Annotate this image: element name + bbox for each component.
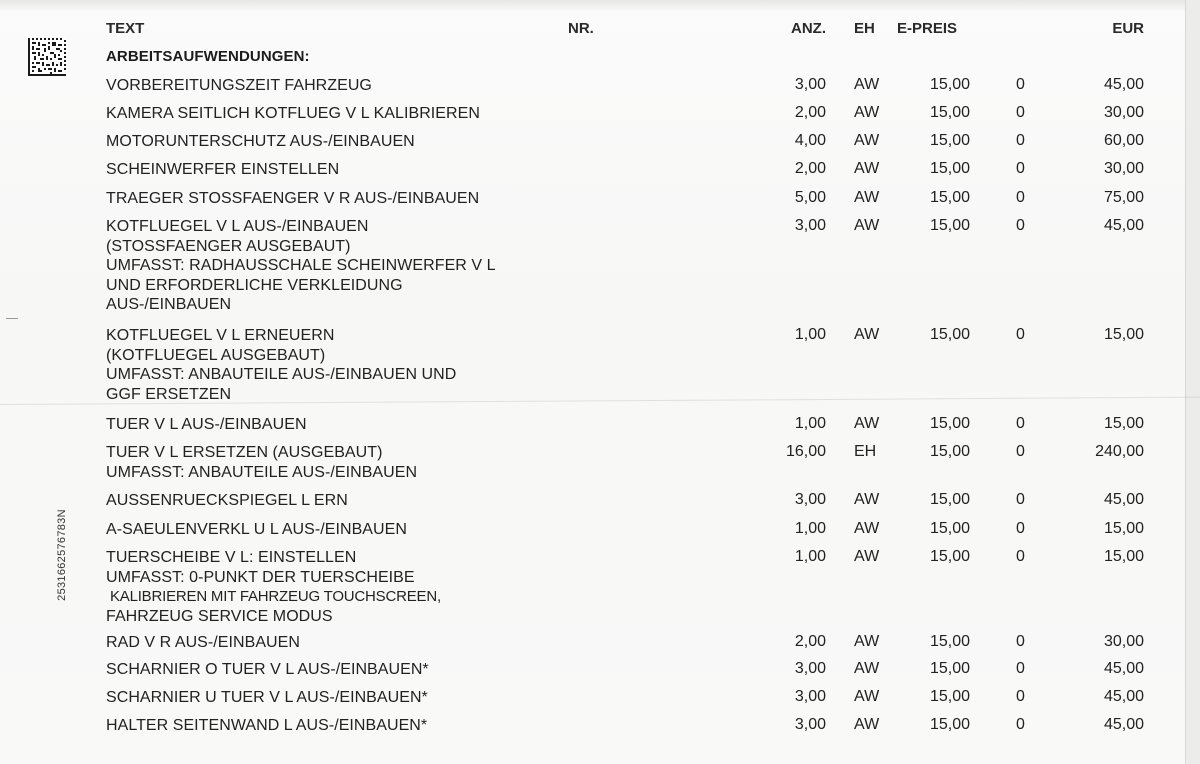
row-quantity: 3,00 (794, 217, 826, 234)
row-total: 45,00 (1103, 660, 1144, 677)
row-unit: EH (854, 443, 877, 460)
row-quantity: 2,00 (794, 633, 826, 650)
row-description-line: GGF ERSETZEN (106, 385, 232, 403)
row-unit-price: 15,00 (929, 326, 970, 343)
row-code: 0 (1016, 189, 1025, 206)
row-quantity: 3,00 (794, 660, 826, 677)
row-quantity: 3,00 (794, 76, 826, 93)
row-description (106, 491, 348, 511)
row-code: 0 (1016, 688, 1025, 705)
row-description-line: TUER V L ERSETZEN (AUSGEBAUT) (106, 444, 383, 461)
header-eur: EUR (1112, 20, 1144, 37)
row-total: 45,00 (1103, 716, 1144, 733)
page-right-edge (1185, 0, 1200, 764)
row-unit-price: 15,00 (929, 415, 970, 432)
row-description-line: SCHARNIER U TUER V L AUS-/EINBAUEN* (106, 689, 428, 706)
row-description (106, 76, 372, 96)
row-description-line: UMFASST: ANBAUTEILE AUS-/EINBAUEN (106, 463, 418, 481)
row-description-line: UMFASST: RADHAUSSCHALE SCHEINWERFER V L (106, 257, 496, 274)
row-description-line: MOTORUNTERSCHUTZ AUS-/EINBAUEN (106, 133, 415, 150)
row-quantity: 16,00 (785, 443, 826, 460)
row-description (106, 520, 407, 540)
row-description-line: VORBEREITUNGSZEIT FAHRZEUG (106, 77, 372, 94)
row-description (106, 633, 300, 653)
row-quantity: 3,00 (794, 716, 826, 733)
row-code: 0 (1016, 76, 1025, 93)
row-unit: AW (854, 217, 880, 234)
row-description-line: TUER V L AUS-/EINBAUEN (106, 416, 307, 433)
row-code: 0 (1016, 520, 1025, 537)
row-total: 30,00 (1103, 160, 1144, 177)
document-serial-number: 2531662576783N (56, 509, 68, 601)
row-total: 15,00 (1103, 415, 1144, 432)
row-code: 0 (1016, 548, 1025, 565)
row-code: 0 (1016, 326, 1025, 343)
row-total: 45,00 (1103, 491, 1144, 508)
row-description (106, 716, 427, 736)
row-quantity: 2,00 (794, 104, 826, 121)
row-unit-price: 15,00 (929, 132, 970, 149)
row-quantity: 2,00 (794, 160, 826, 177)
row-unit: AW (854, 189, 880, 206)
row-quantity: 4,00 (794, 132, 826, 149)
row-unit: AW (854, 491, 880, 508)
row-unit-price: 15,00 (929, 520, 970, 537)
row-description (106, 217, 496, 315)
row-description-line: KALIBRIEREN MIT FAHRZEUG TOUCHSCREEN, (106, 588, 441, 605)
row-description-line: TRAEGER STOSSFAENGER V R AUS-/EINBAUEN (106, 190, 480, 207)
row-unit: AW (854, 660, 880, 677)
table-header-row (0, 19, 1200, 39)
header-eh: EH (854, 20, 875, 37)
row-description-line: KAMERA SEITLICH KOTFLUEG V L KALIBRIEREN (106, 105, 480, 122)
row-quantity: 1,00 (794, 520, 826, 537)
row-unit-price: 15,00 (929, 189, 970, 206)
header-anz: ANZ. (791, 20, 826, 37)
row-description (106, 443, 417, 482)
row-unit: AW (854, 160, 880, 177)
row-code: 0 (1016, 660, 1025, 677)
row-unit: AW (854, 548, 880, 565)
row-description-line: UMFASST: 0-PUNKT DER TUERSCHEIBE (106, 568, 415, 586)
row-description-line: KOTFLUEGEL V L ERNEUERN (106, 327, 335, 344)
row-total: 15,00 (1103, 520, 1144, 537)
header-epreis: E-PREIS (897, 20, 958, 37)
row-description-line: UND ERFORDERLICHE VERKLEIDUNG (106, 276, 403, 294)
row-description (106, 326, 456, 404)
row-description-line: SCHEINWERFER EINSTELLEN (106, 161, 340, 178)
row-description-line: KOTFLUEGEL V L AUS-/EINBAUEN (106, 218, 369, 235)
row-description-line: AUSSENRUECKSPIEGEL L ERN (106, 492, 348, 509)
row-unit-price: 15,00 (929, 548, 970, 565)
row-code: 0 (1016, 160, 1025, 177)
row-unit: AW (854, 633, 880, 650)
row-description (106, 660, 429, 680)
row-unit-price: 15,00 (929, 491, 970, 508)
header-text: TEXT (106, 20, 145, 37)
row-code: 0 (1016, 217, 1025, 234)
row-quantity: 5,00 (794, 189, 826, 206)
row-description-line: RAD V R AUS-/EINBAUEN (106, 634, 300, 651)
row-description-line: UMFASST: ANBAUTEILE AUS-/EINBAUEN UND (106, 366, 457, 383)
row-total: 45,00 (1103, 688, 1144, 705)
row-description (106, 415, 307, 435)
row-unit: AW (854, 76, 880, 93)
row-quantity: 3,00 (794, 491, 826, 508)
row-quantity: 1,00 (794, 548, 826, 565)
row-description-line: A-SAEULENVERKL U L AUS-/EINBAUEN (106, 521, 407, 538)
row-unit: AW (854, 688, 880, 705)
row-total: 60,00 (1103, 132, 1144, 149)
row-description (106, 160, 339, 180)
row-code: 0 (1016, 132, 1025, 149)
row-description-line: SCHARNIER O TUER V L AUS-/EINBAUEN* (106, 661, 429, 678)
row-unit-price: 15,00 (929, 660, 970, 677)
row-description (106, 688, 428, 708)
row-unit-price: 15,00 (929, 217, 970, 234)
row-description (106, 104, 480, 124)
row-description-line: AUS-/EINBAUEN (106, 296, 232, 313)
header-nr: NR. (568, 20, 594, 37)
row-unit-price: 15,00 (929, 76, 970, 93)
row-unit: AW (854, 326, 880, 343)
row-unit-price: 15,00 (929, 443, 970, 460)
row-unit: AW (854, 415, 880, 432)
section-title: ARBEITSAUFWENDUNGEN: (106, 48, 310, 65)
row-code: 0 (1016, 443, 1025, 460)
row-description (106, 189, 479, 209)
row-unit: AW (854, 132, 880, 149)
row-description-line: FAHRZEUG SERVICE MODUS (106, 607, 333, 625)
row-quantity: 3,00 (794, 688, 826, 705)
row-quantity: 1,00 (794, 326, 826, 343)
row-unit: AW (854, 520, 880, 537)
row-quantity: 1,00 (794, 415, 826, 432)
row-unit: AW (854, 716, 880, 733)
row-unit-price: 15,00 (929, 633, 970, 650)
row-unit-price: 15,00 (929, 104, 970, 121)
row-code: 0 (1016, 104, 1025, 121)
top-edge-shadow (0, 0, 1200, 10)
row-total: 45,00 (1103, 76, 1144, 93)
row-total: 15,00 (1103, 548, 1144, 565)
row-unit-price: 15,00 (929, 716, 970, 733)
row-total: 240,00 (1095, 443, 1144, 460)
row-total: 30,00 (1103, 633, 1144, 650)
fold-mark (6, 318, 18, 319)
datamatrix-code-icon (28, 38, 66, 76)
row-code: 0 (1016, 491, 1025, 508)
row-unit-price: 15,00 (929, 688, 970, 705)
row-description (106, 548, 441, 626)
row-total: 45,00 (1103, 217, 1144, 234)
row-description-line: HALTER SEITENWAND L AUS-/EINBAUEN* (106, 717, 428, 734)
row-total: 15,00 (1103, 326, 1144, 343)
row-total: 30,00 (1103, 104, 1144, 121)
row-code: 0 (1016, 415, 1025, 432)
row-unit-price: 15,00 (929, 160, 970, 177)
row-code: 0 (1016, 716, 1025, 733)
row-unit: AW (854, 104, 880, 121)
row-total: 75,00 (1103, 189, 1144, 206)
row-description (106, 132, 415, 152)
row-code: 0 (1016, 633, 1025, 650)
row-description-line: TUERSCHEIBE V L: EINSTELLEN (106, 549, 357, 566)
row-description-line: (KOTFLUEGEL AUSGEBAUT) (106, 346, 326, 364)
row-description-line: (STOSSFAENGER AUSGEBAUT) (106, 237, 351, 255)
